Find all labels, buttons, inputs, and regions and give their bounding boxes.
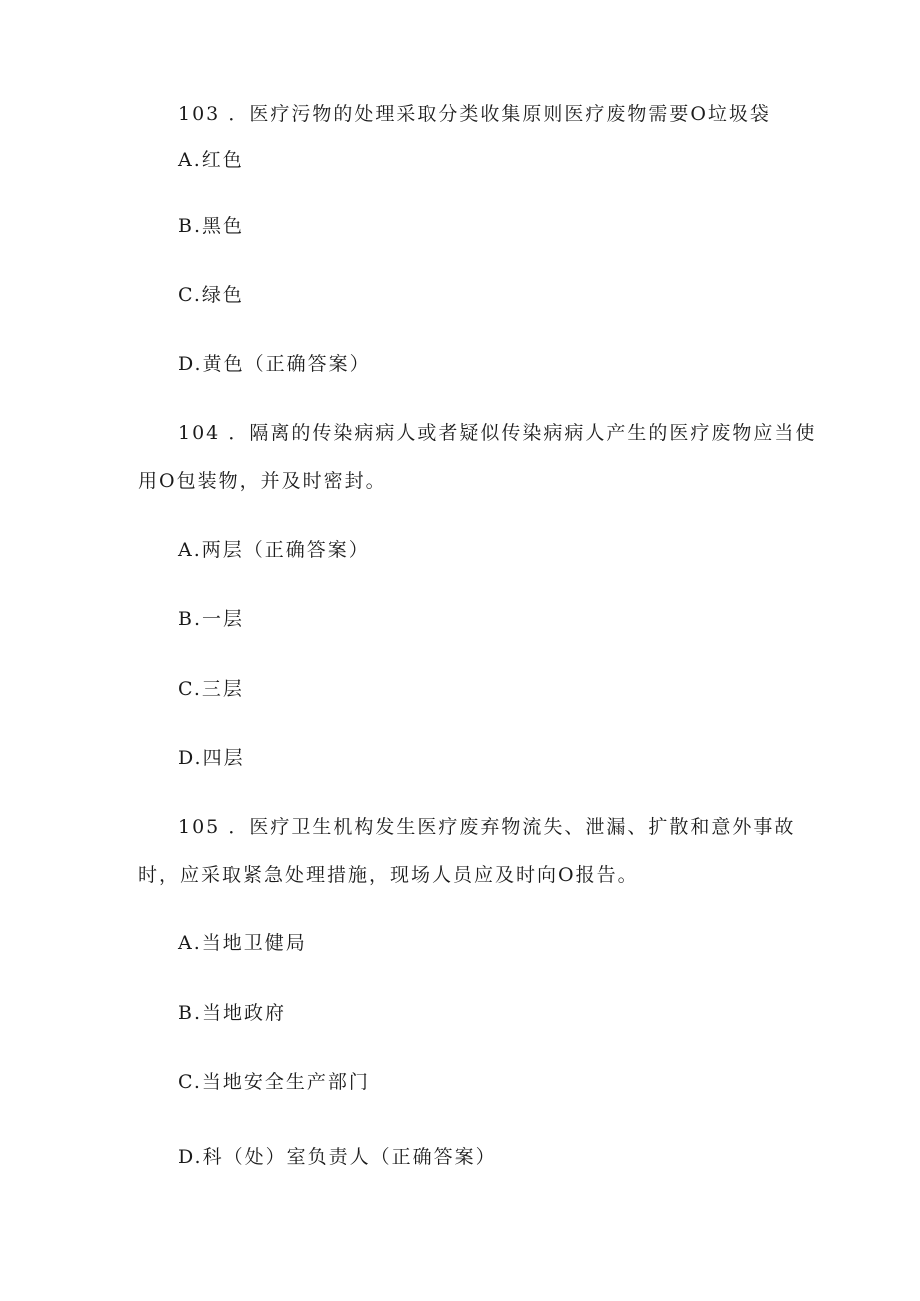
question-number: 104: [178, 422, 221, 444]
question-105-option-a: A.当地卫健局: [178, 932, 307, 954]
question-104-option-c: C.三层: [178, 678, 244, 700]
question-104-line-2: 用O包装物，并及时密封。: [138, 470, 387, 492]
question-105-option-d: D.科（处）室负责人（正确答案）: [178, 1146, 497, 1168]
question-number: 105: [178, 816, 221, 838]
question-103-line-1: [178, 102, 771, 126]
question-105-option-c: C.当地安全生产部门: [178, 1071, 370, 1093]
question-number: 103: [178, 103, 221, 125]
question-text: ．隔离的传染病病人或者疑似传染病病人产生的医疗废物应当使: [228, 422, 817, 444]
question-105-line-1: [178, 815, 795, 839]
question-104-option-a: A.两层（正确答案）: [178, 539, 370, 561]
question-103-option-a: A.红色: [178, 149, 244, 171]
question-103-option-b: B.黑色: [178, 215, 245, 237]
question-105-option-b: B.当地政府: [178, 1002, 287, 1024]
question-104-line-1: [178, 421, 816, 445]
question-103-option-d: D.黄色（正确答案）: [178, 353, 371, 375]
question-105-line-2: 时，应采取紧急处理措施，现场人员应及时向O报告。: [138, 864, 639, 886]
question-text: ．医疗污物的处理采取分类收集原则医疗废物需要O垃圾袋: [228, 103, 771, 125]
question-text: ．医疗卫生机构发生医疗废弃物流失、泄漏、扩散和意外事故: [228, 816, 796, 838]
question-104-option-b: B.一层: [178, 608, 245, 630]
question-103-option-c: C.绿色: [178, 284, 244, 306]
question-104-option-d: D.四层: [178, 747, 245, 769]
